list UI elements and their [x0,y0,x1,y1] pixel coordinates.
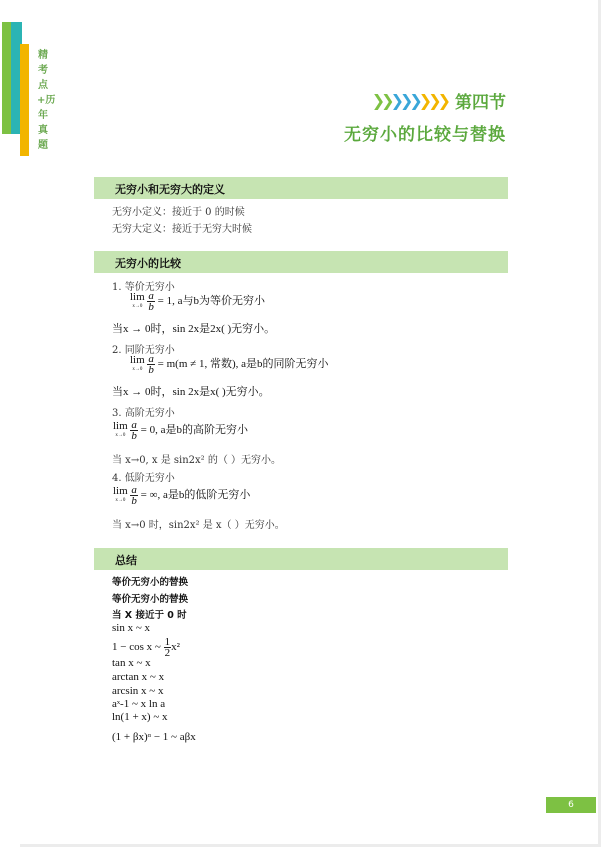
chevron-icon: ❯ [428,91,438,110]
chevron-icon: ❯ [371,91,382,110]
chevron-arrows-icon [372,91,447,110]
summary-heading-band [94,548,508,570]
brand-bar-yellow [20,44,29,156]
fraction [130,420,138,441]
limit-operator [130,353,145,374]
item-title: 3. 高阶无穷小 [112,408,175,419]
chevron-icon: ❯ [418,91,429,110]
equivalence-formula: (1 + βx)ᵅ − 1 ~ aβx [112,731,196,743]
chevron-icon: ❯ [381,91,391,110]
frac-num: a [131,419,137,431]
equivalence-formula [112,637,180,658]
question-line: 当x → 0时，sin 2x是2x( )无穷小。 [112,323,276,335]
frac-num: a [131,484,137,496]
frac-den: b [131,495,137,507]
equivalence-formula: arctan x ~ x [112,671,165,683]
question-line: 当 x→0, x 是 sin2x² 的（ ）无穷小。 [112,455,282,466]
limit-operator [130,290,145,311]
section-title: 无穷小的比较与替换 [344,125,506,145]
definition-line: 无穷小定义：接近于 0 的时候 [112,207,245,218]
fraction [130,485,138,506]
item-title: 4. 低阶无穷小 [112,473,175,484]
lim-word: lim [130,353,145,366]
question-line: 当 x→0 时，sin2x² 是 x（ ）无穷小。 [112,520,285,531]
limit-operator [113,419,128,440]
equivalence-formula: aˣ-1 ~ x ln a [112,698,166,710]
definition-line: 无穷大定义：接近于无穷大时候 [112,224,252,235]
lim-word: lim [130,290,145,303]
equivalence-formula: sin x ~ x [112,622,151,634]
fraction [147,291,155,312]
limit-operator [113,484,128,505]
chevron-icon: ❯ [409,91,419,110]
eq2-tail: x² [171,641,180,654]
item-title: 2. 同阶无穷小 [112,345,175,356]
lim-sub: x→0 [115,497,126,503]
section-number: 第四节 [455,93,506,113]
frac-num: 1 [164,636,171,648]
lim-sub: x→0 [132,303,143,309]
sidebar-label: 精考点+历年真题 [37,50,56,151]
limit-formula [113,485,250,506]
formula-tail: = m(m ≠ 1, 常数), a是b的同阶无穷小 [157,358,329,371]
comparison-heading: 无穷小的比较 [115,257,181,270]
limit-formula [130,354,328,375]
equivalence-formula: ln(1 + x) ~ x [112,711,168,723]
lim-sub: x→0 [115,432,126,438]
chevron-icon: ❯ [437,91,447,110]
summary-bold-line: 当 X 接近于 0 时 [112,610,187,621]
lim-word: lim [113,484,128,497]
frac-num: a [148,290,154,302]
lim-sub: x→0 [132,366,143,372]
summary-heading: 总结 [115,554,137,567]
comparison-heading-band [94,251,508,273]
section-header [372,88,506,113]
frac-den: b [148,301,154,313]
fraction [147,354,155,375]
limit-formula [113,420,248,441]
frac-den: 2 [164,647,171,659]
frac-num: a [148,353,154,365]
fraction [164,637,172,658]
equivalence-formula: arcsin x ~ x [112,685,164,697]
formula-tail: = ∞, a是b的低阶无穷小 [140,489,251,502]
question-line: 当x → 0时，sin 2x是x( )无穷小。 [112,386,270,398]
summary-bold-line: 等价无穷小的替换 [112,594,189,605]
definition-heading-band [94,177,508,199]
item-title: 1. 等价无穷小 [112,282,175,293]
chevron-icon: ❯ [399,91,410,110]
page-number: 6 [546,797,596,813]
summary-bold-line: 等价无穷小的替换 [112,577,189,588]
formula-tail: = 0, a是b的高阶无穷小 [140,424,249,437]
frac-den: b [131,430,137,442]
definition-heading: 无穷小和无穷大的定义 [115,183,225,196]
limit-formula [130,291,265,312]
equivalence-formula: tan x ~ x [112,657,151,669]
formula-tail: = 1, a与b为等价无穷小 [157,295,266,308]
chevron-icon: ❯ [390,91,400,110]
eq2-lead: 1 − cos x ~ [112,641,161,654]
frac-den: b [148,364,154,376]
lim-word: lim [113,419,128,432]
